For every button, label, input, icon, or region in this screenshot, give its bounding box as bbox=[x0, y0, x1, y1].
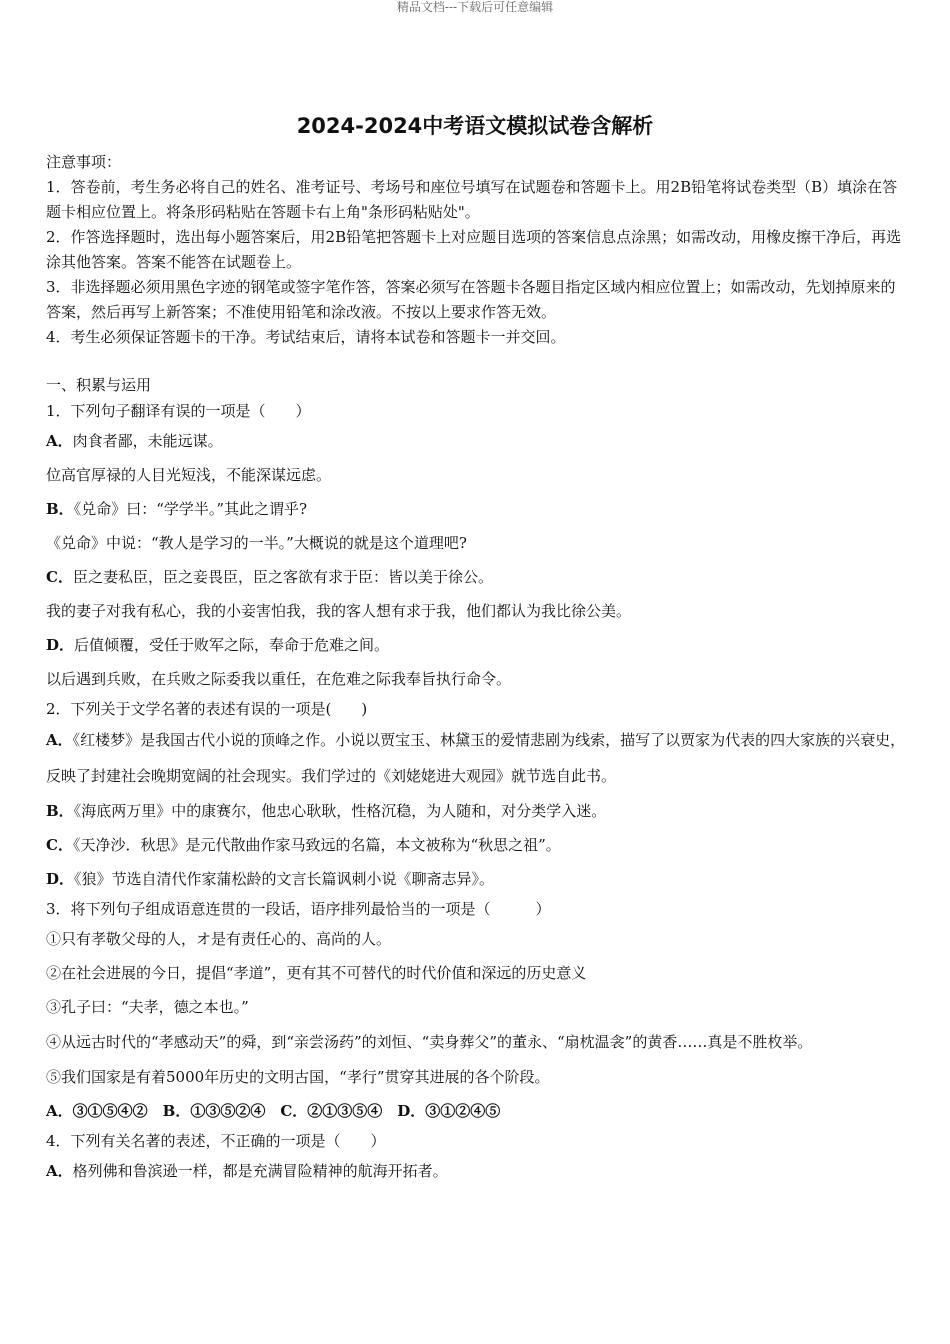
q2-option-c bbox=[46, 828, 908, 862]
q3-options: A．③①⑤④② B．①③⑤②④ C．②①③⑤④ D．③①②④⑤ bbox=[46, 1102, 501, 1120]
section-accumulation bbox=[46, 372, 908, 1188]
option-text: 《狼》节选自清代作家蒲松龄的文言长篇讽刺小说《聊斋志异》。 bbox=[74, 870, 495, 888]
q3-sentence-2: ②在社会进展的今日，提倡“孝道”，更有其不可替代的时代价值和深远的历史意义 bbox=[46, 964, 587, 982]
notice-item-2: 2．作答选择题时，选出每小题答案后，用2B铅笔把答题卡上对应题目选项的答案信息点涂黑；如需改动，用橡皮擦干净后，再选涂其他答案。答案不能答在试题卷上。 bbox=[46, 228, 902, 271]
q3-sentence-3: ③孔子曰：“夫孝，德之本也。” bbox=[46, 998, 249, 1016]
q1-option-a-translation: 位高官厚禄的人目光短浅，不能深谋远虑。 bbox=[46, 466, 332, 484]
question-4-stem: 4．下列有关名著的表述，不正确的一项是（ ） bbox=[46, 1132, 386, 1150]
option-label: A． bbox=[46, 1162, 73, 1180]
option-text: 《红楼梦》是我国古代小说的顶峰之作。小说以贾宝玉、林黛玉的爱情悲剧为线索，描写了以贾家为代表的四大家族的兴衰史，反映了封建社会晚期宽阔的社会现实。我们学过的《刘姥姥进大观园》就节选自此书。 bbox=[46, 731, 906, 785]
option-text: 《天净沙．秋思》是元代散曲作家马致远的名篇，本文被称为“秋思之祖”。 bbox=[72, 836, 561, 854]
q2-option-b bbox=[46, 794, 908, 828]
q1-option-d-translation: 以后遇到兵败，在兵败之际委我以重任，在危难之际我奉旨执行命令。 bbox=[46, 670, 512, 688]
notice-block bbox=[46, 150, 908, 350]
q1-option-c-translation: 我的妻子对我有私心，我的小妾害怕我，我的客人想有求于我，他们都认为我比徐公美。 bbox=[46, 602, 632, 620]
option-text: 《兑命》曰：“学学半。”其此之谓乎? bbox=[73, 500, 308, 518]
q3-sentence-4: ④从远古时代的“孝感动天”的舜，到“亲尝汤药”的刘恒、“卖身葬父”的董永、“扇枕温衾”的黄香……真是不胜枚举。 bbox=[46, 1033, 813, 1051]
option-text: 肉食者鄙，未能远谋。 bbox=[72, 432, 223, 450]
option-label: C． bbox=[46, 836, 73, 854]
q3-sentence-1: ①只有孝敬父母的人，オ是有责任心的、高尚的人。 bbox=[46, 930, 392, 948]
q1-option-b-translation: 《兑命》中说：“教人是学习的一半。”大概说的就是这个道理吧? bbox=[46, 534, 467, 552]
option-label: C． bbox=[46, 568, 73, 586]
q1-option-d bbox=[46, 628, 908, 662]
q1-option-a bbox=[46, 424, 908, 458]
question-3-stem: 3．将下列句子组成语意连贯的一段话，语序排列最恰当的一项是（ ） bbox=[46, 900, 551, 918]
notice-item-1: 1．答卷前，考生务必将自己的姓名、准考证号、考场号和座位号填写在试题卷和答题卡上。用2B铅笔将试卷类型（B）填涂在答题卡相应位置上。将条形码粘贴在答题卡右上角"条形码粘贴处"。 bbox=[46, 178, 898, 221]
option-text: 《海底两万里》中的康赛尔，他忠心耿耿，性格沉稳，为人随和，对分类学入迷。 bbox=[73, 802, 607, 820]
question-1-stem: 1．下列句子翻译有误的一项是（ ） bbox=[46, 402, 311, 420]
option-label: B． bbox=[46, 802, 74, 820]
q2-option-d bbox=[46, 862, 908, 896]
option-label: B． bbox=[46, 500, 74, 518]
q1-option-b bbox=[46, 492, 908, 526]
q2-option-a bbox=[46, 722, 908, 794]
q1-option-c bbox=[46, 560, 908, 594]
option-label: A． bbox=[46, 432, 73, 450]
notice-heading: 注意事项： bbox=[46, 153, 122, 171]
notice-item-3: 3．非选择题必须用黑色字迹的钢笔或签字笔作答，答案必须写在答题卡各题目指定区域内相应位置上；如需改动，先划掉原来的答案，然后再写上新答案；不准使用铅笔和涂改液。不按以上要求作答无效。 bbox=[46, 278, 896, 321]
option-text: 后值倾覆，受任于败军之际，奉命于危难之间。 bbox=[74, 636, 390, 654]
option-label: D． bbox=[46, 636, 75, 654]
notice-item-4: 4．考生必须保证答题卡的干净。考试结束后，请将本试卷和答题卡一并交回。 bbox=[46, 328, 566, 346]
option-text: 臣之妻私臣，臣之妾畏臣，臣之客欲有求于臣：皆以美于徐公。 bbox=[72, 568, 493, 586]
q4-option-a bbox=[46, 1154, 908, 1188]
question-2-stem: 2．下列关于文学名著的表述有误的一项是( ) bbox=[46, 700, 368, 718]
option-label: D． bbox=[46, 870, 75, 888]
q3-sentence-5: ⑤我们国家是有着5000年历史的文明古国，“孝行”贯穿其进展的各个阶段。 bbox=[46, 1068, 550, 1086]
header-note: 精品文档---下载后可任意编辑 bbox=[396, 0, 554, 14]
option-label: A． bbox=[46, 731, 73, 749]
section-heading: 一、积累与运用 bbox=[46, 376, 152, 394]
page-title: 2024-2024中考语文模拟试卷含解析 bbox=[296, 114, 654, 138]
option-text: 格列佛和鲁滨逊一样，都是充满冒险精神的航海开拓者。 bbox=[72, 1162, 448, 1180]
